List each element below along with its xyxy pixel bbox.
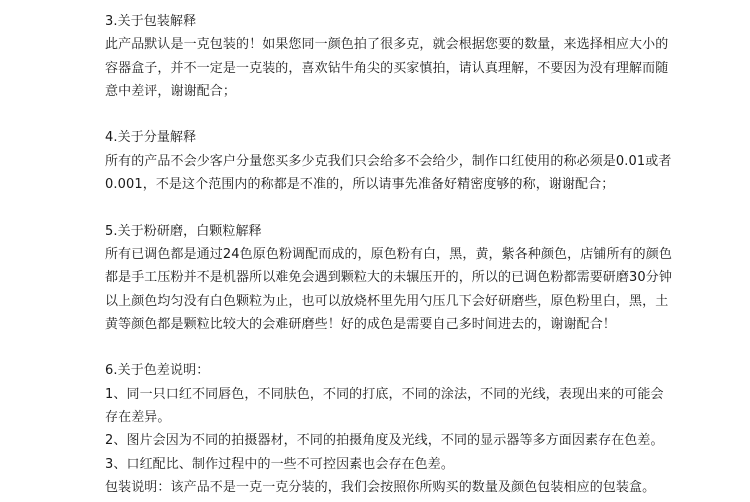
paragraph-line: 此产品默认是一克包装的！如果您同一颜色拍了很多克，就会根据您要的数量，来选择相应大小的 — [105, 37, 669, 53]
paragraph-line: 意中差评，谢谢配合； — [105, 83, 237, 99]
section-grinding — [105, 220, 745, 336]
paragraph-line: 包装说明：该产品不是一克一克分装的，我们会按照你所购买的数量及颜色包装相应的包装盒。 — [105, 479, 656, 495]
section-title: 6.关于色差说明： — [105, 363, 210, 379]
section-gap — [105, 196, 745, 219]
section-title: 3.关于包装解释 — [105, 14, 197, 29]
paragraph-line: 容器盒子，并不一定是一克装的，喜欢钻牛角尖的买家慎拍，请认真理解，不要因为没有理解而随 — [105, 60, 669, 76]
paragraph-line: 所有已调色都是通过24色原色粉调配而成的，原色粉有白，黑，黄，紫各种颜色，店铺所有的颜色 — [105, 246, 672, 262]
section-gap — [105, 336, 745, 359]
section-quantity — [105, 126, 745, 196]
section-title: 4.关于分量解释 — [105, 130, 197, 146]
paragraph-line: 2、图片会因为不同的拍摄器材，不同的拍摄角度及光线，不同的显示器等多方面因素存在色差。 — [105, 433, 664, 449]
section-packaging — [105, 10, 745, 103]
paragraph-line: 0.001，不是这个范围内的称都是不准的，所以请事先准备好精密度够的称，谢谢配合； — [105, 177, 615, 193]
paragraph-line: 3、口红配比、制作过程中的一些不可控因素也会存在色差。 — [105, 456, 454, 472]
paragraph-line: 存在差异。 — [105, 410, 171, 426]
paragraph-line: 以上颜色均匀没有白色颗粒为止，也可以放烧杯里先用勺压几下会好研磨些，原色粉里白，黑，土 — [105, 293, 669, 309]
section-color-difference — [105, 359, 745, 499]
paragraph-line: 黄等颜色都是颗粒比较大的会难研磨些！好的成色是需要自己多时间进去的，谢谢配合！ — [105, 316, 616, 332]
section-title: 5.关于粉研磨，白颗粒解释 — [105, 223, 262, 239]
paragraph-line: 所有的产品不会少客户分量您买多少克我们只会给多不会给少，制作口红使用的称必须是0.01或者 — [105, 153, 672, 169]
section-gap — [105, 103, 745, 126]
document-body — [105, 10, 745, 499]
paragraph-line: 1、同一只口红不同唇色，不同肤色，不同的打底，不同的涂法，不同的光线，表现出来的可能会 — [105, 386, 664, 402]
paragraph-line: 都是手工压粉并不是机器所以难免会遇到颗粒大的未辗压开的，所以的已调色粉都需要研磨30分钟 — [105, 270, 672, 286]
